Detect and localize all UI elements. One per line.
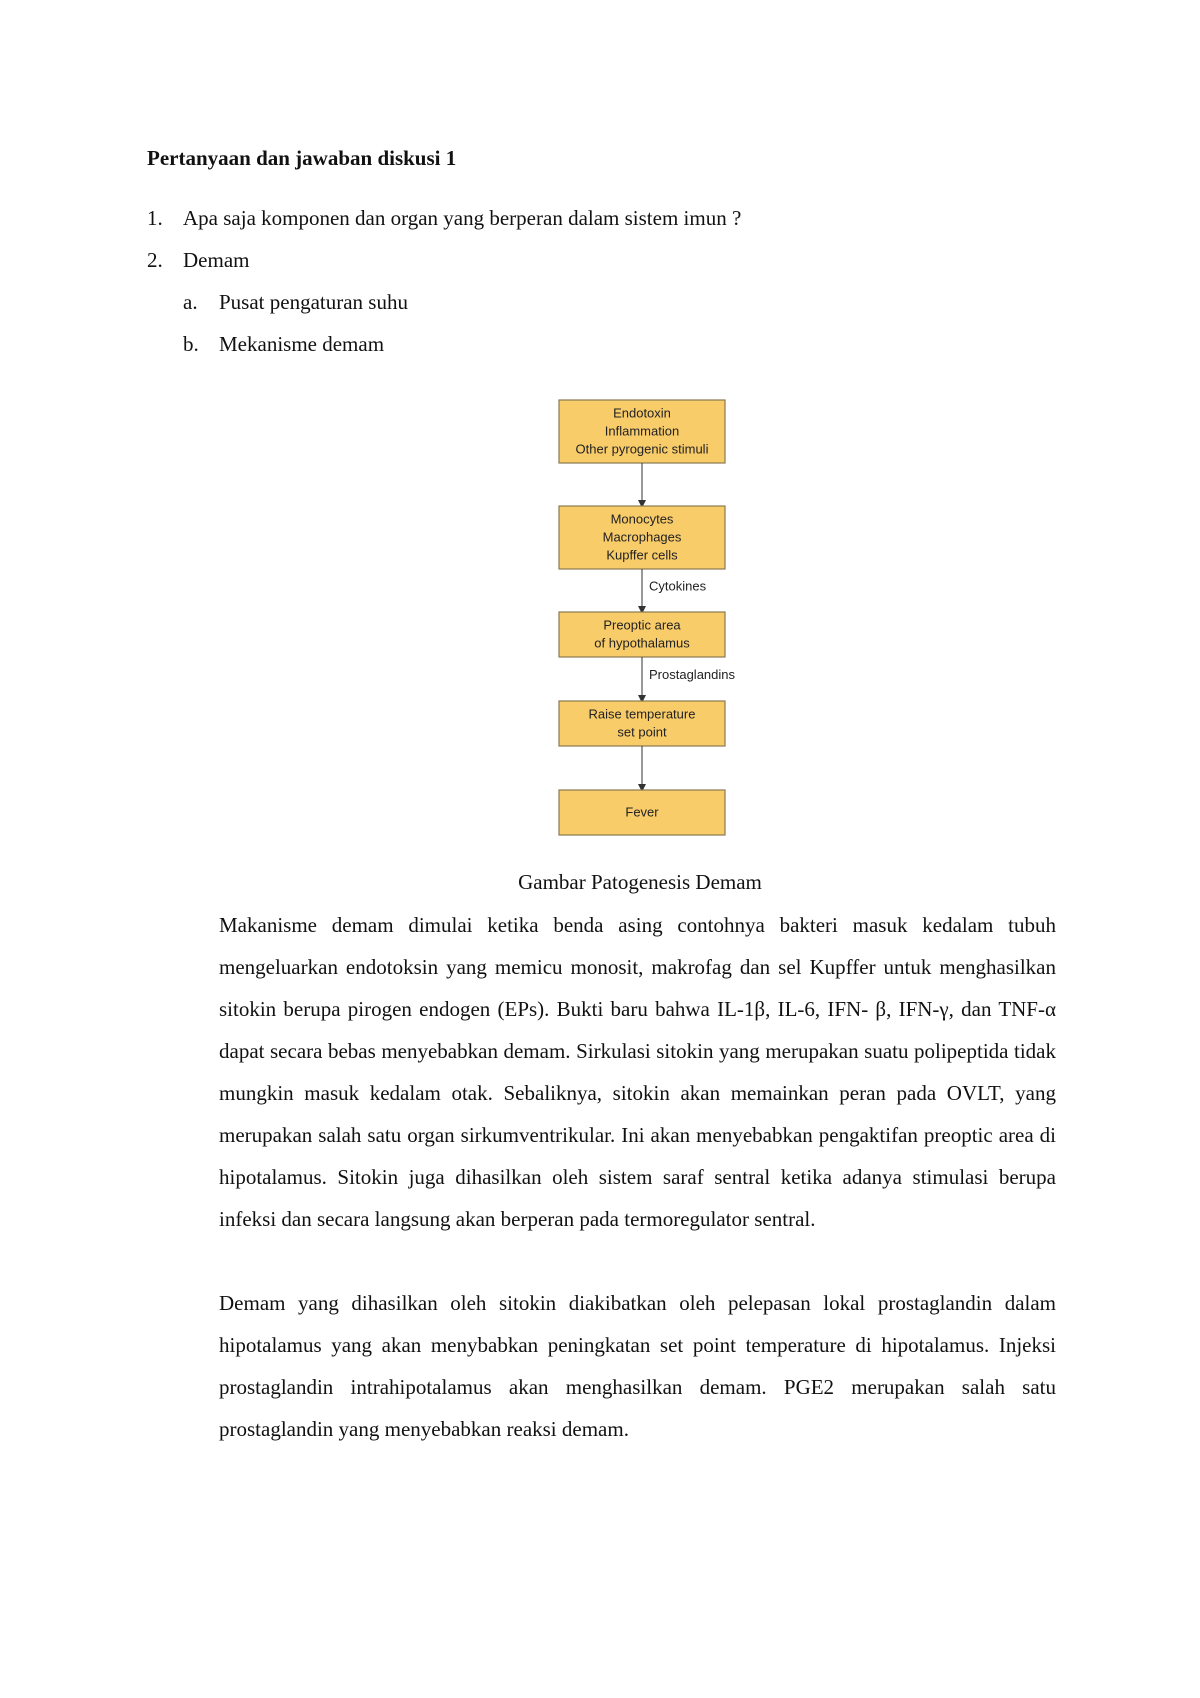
diagram-box-label: Macrophages xyxy=(602,529,682,545)
diagram-edge-label: Cytokines xyxy=(649,578,707,594)
question-number: 2. xyxy=(147,248,163,272)
diagram-box-label: Monocytes xyxy=(610,511,674,527)
question-text: Apa saja komponen dan organ yang berperan dalam sistem imun ? xyxy=(183,206,742,230)
figure-caption: Gambar Patogenesis Demam xyxy=(518,870,762,894)
diagram-box-label: of hypothalamus xyxy=(594,635,690,651)
subitem-text: Pusat pengaturan suhu xyxy=(219,290,408,314)
subitem-letter: b. xyxy=(183,332,199,356)
page-title: Pertanyaan dan jawaban diskusi 1 xyxy=(147,146,457,170)
question-number: 1. xyxy=(147,206,163,230)
diagram-box-label: Other pyrogenic stimuli xyxy=(575,441,709,457)
subitem-letter: a. xyxy=(183,290,198,314)
diagram-box-label: set point xyxy=(617,724,667,740)
diagram-edge-label: Prostaglandins xyxy=(649,667,735,682)
subitem-text: Mekanisme demam xyxy=(219,332,385,356)
diagram-box-label: Kupffer cells xyxy=(606,547,678,563)
question-text: Demam xyxy=(183,248,250,272)
diagram-box-label: Fever xyxy=(625,804,659,820)
paragraph-2: Demam yang dihasilkan oleh sitokin diakibatkan oleh pelepasan lokal prostaglandin dalam hipotalamus yang akan menybabkan peningkatan set point temperature di hipotalamus. Injeksi prostaglandin intrahipotalamus akan menghasilkan demam. PGE2 merupakan salah satu prostaglandin yang menyebabkan reaksi demam. xyxy=(219,1291,1056,1441)
paragraph-1: Makanisme demam dimulai ketika benda asing contohnya bakteri masuk kedalam tubuh mengeluarkan endotoksin yang memicu monosit, makrofag dan sel Kupffer untuk menghasilkan sitokin berupa pirogen endogen (EPs). Bukti baru bahwa IL-1β, IL-6, IFN- β, IFN-γ, dan TNF-α dapat secara bebas menyebabkan demam. Sirkulasi sitokin yang merupakan suatu polipeptida tidak mungkin masuk kedalam otak. Sebaliknya, sitokin akan memainkan peran pada OVLT, yang merupakan salah satu organ sirkumventrikular. Ini akan menyebabkan pengaktifan preoptic area di hipotalamus. Sitokin juga dihasilkan oleh sistem saraf sentral ketika adanya stimulasi berupa infeksi dan secara langsung akan berperan pada termoregulator sentral. xyxy=(219,913,1056,1231)
diagram-box-label: Inflammation xyxy=(604,423,680,439)
diagram-box-label: Endotoxin xyxy=(613,405,671,421)
diagram-box-label: Raise temperature xyxy=(588,706,696,722)
diagram-box-label: Preoptic area xyxy=(603,617,681,633)
